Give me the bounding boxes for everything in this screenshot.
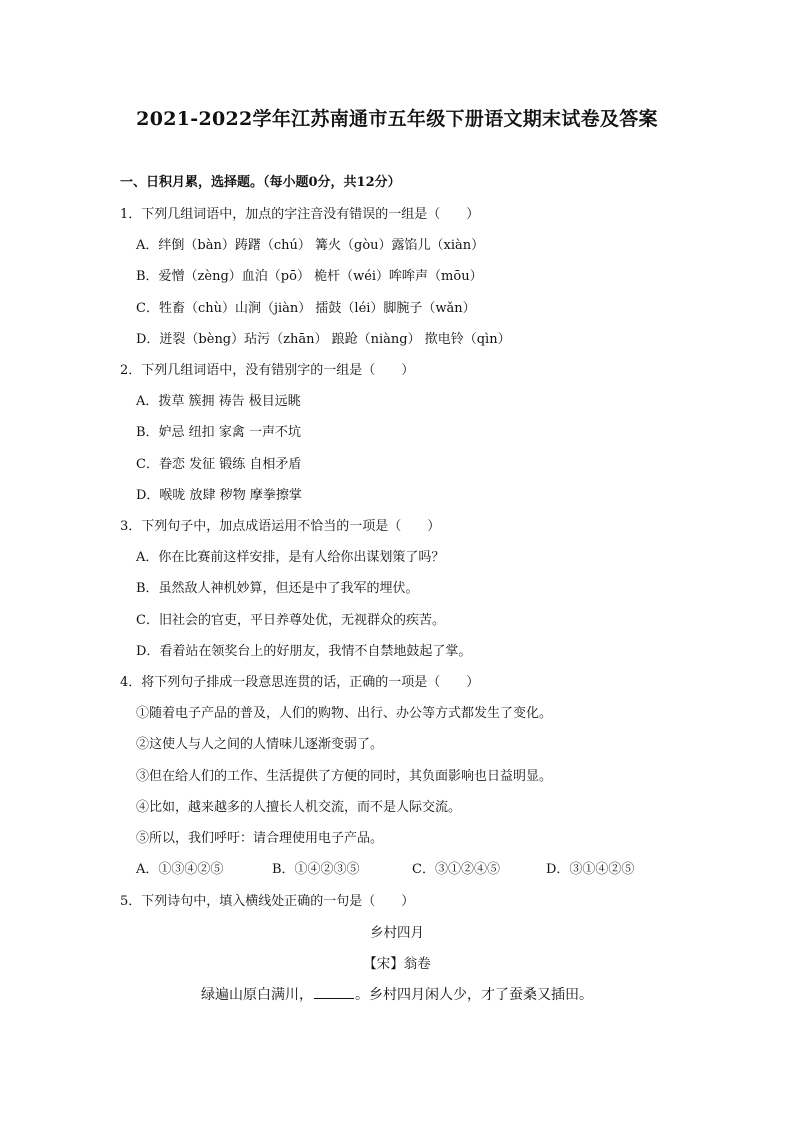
question-4-choice-c: C．③①②④⑤: [412, 862, 500, 877]
question-4-sentence-2: ②这使人与人之间的人情味儿逐渐变弱了。: [136, 737, 384, 752]
question-4-sentence-4: ④比如，越来越多的人擅长人机交流，而不是人际交流。: [136, 800, 462, 815]
question-1-option-b: B．爱憎（zèng）血泊（pō） 桅杆（wéi）哞哞声（mōu）: [136, 269, 483, 284]
question-3-option-b: B．虽然敌人神机妙算，但还是中了我军的埋伏。: [136, 581, 419, 596]
question-1-option-a: A．绊倒（bàn）踌躇（chú） 篝火（gòu）露馅儿（xiàn）: [136, 238, 485, 253]
question-4-sentence-5: ⑤所以，我们呼吁：请合理使用电子产品。: [136, 831, 384, 846]
question-2-option-c: C．眷恋 发征 锻练 自相矛盾: [136, 457, 302, 472]
question-4-choice-a: A．①③④②⑤: [136, 862, 224, 877]
question-1-stem: 1．下列几组词语中，加点的字注音没有错误的一组是（ ）: [120, 207, 480, 222]
question-4-choice-b: B．①④②③⑤: [272, 862, 360, 877]
poem-text-before-blank: 绿遍山原白满川，: [201, 987, 313, 1003]
fill-in-blank: [314, 985, 354, 999]
question-2-option-d: D．喉咙 放肆 秽物 摩拳擦掌: [136, 488, 302, 503]
poem-text-after-blank: 。乡村四月闲人少，才了蚕桑又插田。: [355, 987, 593, 1003]
question-1-option-d: D．迸裂（bèng）玷污（zhān） 踉跄（niàng） 揿电铃（qìn）: [136, 332, 511, 347]
poem-author: 【宋】翁卷: [363, 956, 431, 972]
question-4-choice-d: D．③①④②⑤: [546, 862, 635, 877]
question-4-choices: [136, 858, 676, 877]
question-1-option-c: C．牲畜（chù）山涧（jiàn） 擂鼓（léi）脚腕子（wǎn）: [136, 301, 476, 316]
question-4-sentence-1: ①随着电子产品的普及，人们的购物、出行、办公等方式都发生了变化。: [136, 706, 553, 721]
question-3-option-a: A．你在比赛前这样安排，是有人给你出谋划策了吗？: [136, 550, 445, 565]
page-title: 2021-2022学年江苏南通市五年级下册语文期末试卷及答案: [136, 108, 658, 130]
question-4-sentence-3: ③但在给人们的工作、生活提供了方便的同时，其负面影响也日益明显。: [136, 769, 553, 784]
question-3-option-d: D．看着站在领奖台上的好朋友，我情不自禁地鼓起了掌。: [136, 644, 472, 659]
poem-line: [0, 984, 794, 1004]
question-3-option-c: C．旧社会的官吏，平日养尊处优，无视群众的疾苦。: [136, 613, 445, 628]
question-2-option-b: B．妒忌 纽扣 家禽 一声不坑: [136, 425, 301, 440]
question-5-stem: 5．下列诗句中，填入横线处正确的一句是（ ）: [120, 894, 415, 909]
question-4-stem: 4．将下列句子排成一段意思连贯的话，正确的一项是（ ）: [120, 675, 480, 690]
section-heading: 一、日积月累，选择题。（每小题0分，共12分）: [120, 175, 401, 190]
poem-title: 乡村四月: [370, 925, 424, 941]
question-2-stem: 2．下列几组词语中，没有错别字的一组是（ ）: [120, 363, 415, 378]
question-3-stem: 3．下列句子中，加点成语运用不恰当的一项是（ ）: [120, 519, 441, 534]
question-2-option-a: A．拨草 簇拥 祷告 极目远眺: [136, 394, 301, 409]
